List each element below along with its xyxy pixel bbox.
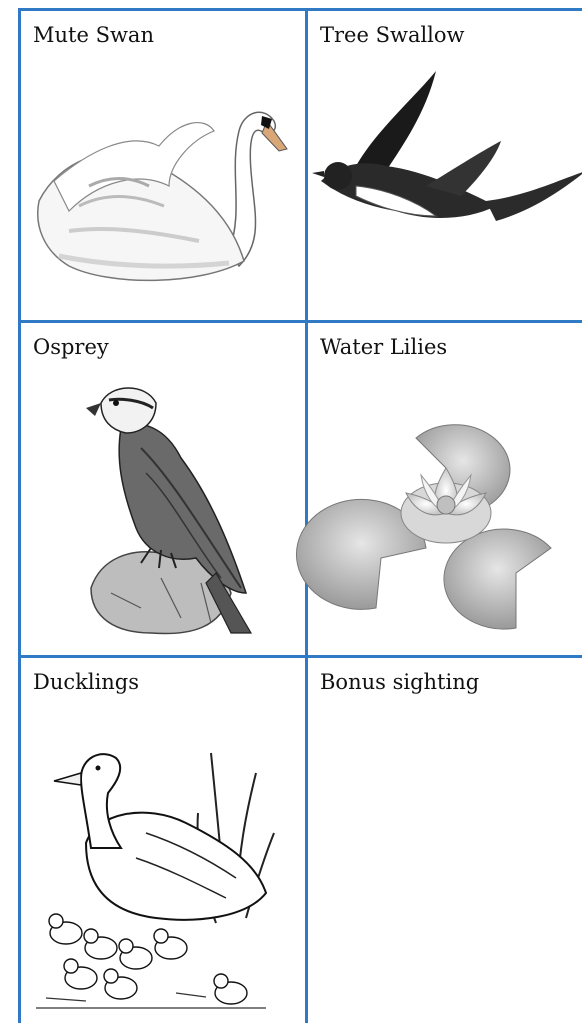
cell-label: Osprey xyxy=(33,335,109,359)
osprey-illustration xyxy=(71,378,291,638)
cell-mute-swan xyxy=(21,11,305,320)
cell-water-lilies xyxy=(308,323,582,655)
cell-tree-swallow xyxy=(308,11,582,320)
cell-label: Mute Swan xyxy=(33,23,154,47)
swallow-illustration xyxy=(316,71,582,251)
cell-label: Bonus sighting xyxy=(320,670,480,694)
cell-label: Tree Swallow xyxy=(320,23,465,47)
cell-ducklings xyxy=(21,658,305,1023)
cell-osprey xyxy=(21,323,305,655)
ducklings-illustration xyxy=(26,693,276,1023)
cell-bonus-sighting xyxy=(308,658,582,1023)
water-lilies-illustration xyxy=(316,398,576,638)
swan-illustration xyxy=(29,91,289,291)
cell-label: Ducklings xyxy=(33,670,140,694)
cell-label: Water Lilies xyxy=(320,335,448,359)
